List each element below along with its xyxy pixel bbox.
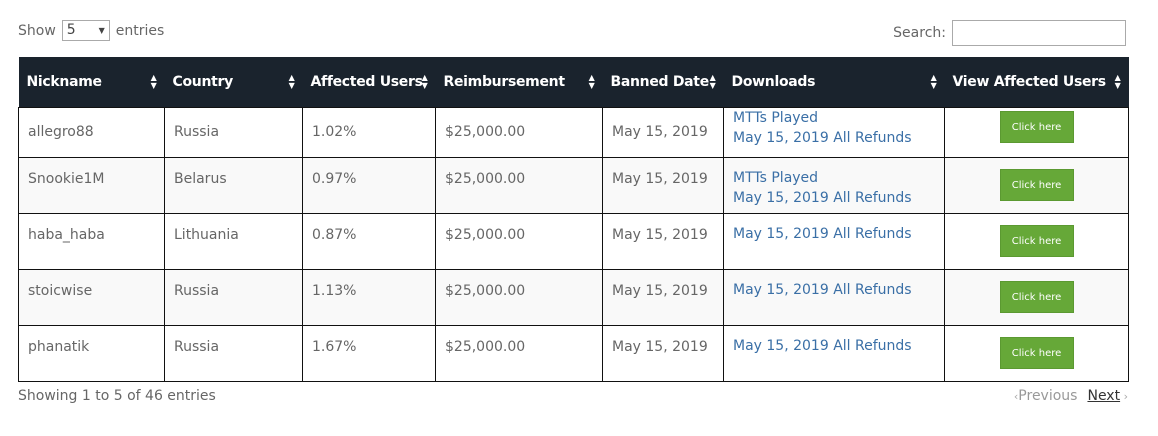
column-header-banned-date[interactable]: Banned Date ▲ ▼ bbox=[603, 57, 724, 108]
cell-banned-date: May 15, 2019 bbox=[603, 108, 724, 158]
length-value: 5 bbox=[66, 22, 76, 38]
sort-icon: ▲ ▼ bbox=[588, 73, 595, 90]
cell-view-affected-users bbox=[945, 270, 1129, 326]
chevron-left-icon: ‹ bbox=[1013, 390, 1019, 403]
column-header-reimbursement[interactable]: Reimbursement ▲ ▼ bbox=[436, 57, 603, 108]
cell-downloads bbox=[724, 326, 945, 382]
show-label: Show bbox=[18, 22, 56, 39]
sort-icon: ▲ ▼ bbox=[709, 73, 716, 90]
cell-banned-date: May 15, 2019 bbox=[603, 326, 724, 382]
search-label: Search: bbox=[893, 25, 946, 41]
download-link-mtts-played[interactable]: MTTs Played bbox=[733, 110, 819, 126]
cell-nickname: Snookie1M bbox=[19, 158, 165, 214]
entries-label: entries bbox=[115, 22, 165, 39]
download-link-refunds[interactable]: May 15, 2019 All Refunds bbox=[733, 338, 912, 354]
column-header-nickname[interactable]: Nickname ▲ ▼ bbox=[19, 57, 165, 108]
search-input[interactable] bbox=[952, 20, 1126, 46]
length-control bbox=[18, 20, 164, 41]
data-table bbox=[18, 57, 1129, 382]
cell-reimbursement: $25,000.00 bbox=[436, 108, 603, 158]
cell-affected-users: 1.67% bbox=[303, 326, 436, 382]
cell-affected-users: 1.02% bbox=[303, 108, 436, 158]
cell-country: Belarus bbox=[165, 158, 303, 214]
sort-icon: ▲ ▼ bbox=[421, 73, 428, 90]
sort-icon: ▲ ▼ bbox=[150, 73, 157, 90]
table-row bbox=[19, 326, 1129, 382]
click-here-button[interactable]: Click here bbox=[1000, 337, 1074, 369]
entries-length-select[interactable] bbox=[62, 20, 110, 41]
cell-view-affected-users bbox=[945, 108, 1129, 158]
cell-banned-date: May 15, 2019 bbox=[603, 270, 724, 326]
cell-nickname: allegro88 bbox=[19, 108, 165, 158]
column-header-view-affected-users[interactable]: View Affected Users ▲ ▼ bbox=[945, 57, 1129, 108]
table-row bbox=[19, 158, 1129, 214]
cell-nickname: stoicwise bbox=[19, 270, 165, 326]
cell-reimbursement: $25,000.00 bbox=[436, 214, 603, 270]
click-here-button[interactable]: Click here bbox=[1000, 111, 1074, 143]
cell-reimbursement: $25,000.00 bbox=[436, 326, 603, 382]
cell-view-affected-users bbox=[945, 214, 1129, 270]
search-control bbox=[893, 20, 1126, 46]
cell-country: Russia bbox=[165, 270, 303, 326]
table-row bbox=[19, 270, 1129, 326]
cell-country: Russia bbox=[165, 326, 303, 382]
header-row bbox=[19, 57, 1129, 108]
column-header-affected-users[interactable]: Affected Users ▲ ▼ bbox=[303, 57, 436, 108]
previous-button[interactable]: ‹Previous bbox=[1013, 388, 1078, 404]
cell-downloads bbox=[724, 214, 945, 270]
cell-downloads bbox=[724, 270, 945, 326]
pagination bbox=[1014, 388, 1128, 404]
table-row bbox=[19, 108, 1129, 158]
cell-downloads bbox=[724, 158, 945, 214]
cell-banned-date: May 15, 2019 bbox=[603, 158, 724, 214]
cell-banned-date: May 15, 2019 bbox=[603, 214, 724, 270]
download-link-refunds[interactable]: May 15, 2019 All Refunds bbox=[733, 130, 912, 146]
download-link-refunds[interactable]: May 15, 2019 All Refunds bbox=[733, 226, 912, 242]
chevron-right-icon: › bbox=[1120, 390, 1128, 403]
download-link-mtts-played[interactable]: MTTs Played bbox=[733, 170, 819, 186]
download-link-refunds[interactable]: May 15, 2019 All Refunds bbox=[733, 282, 912, 298]
cell-view-affected-users bbox=[945, 326, 1129, 382]
cell-view-affected-users bbox=[945, 158, 1129, 214]
cell-nickname: haba_haba bbox=[19, 214, 165, 270]
click-here-button[interactable]: Click here bbox=[1000, 225, 1074, 257]
cell-affected-users: 0.87% bbox=[303, 214, 436, 270]
download-link-refunds[interactable]: May 15, 2019 All Refunds bbox=[733, 190, 912, 206]
next-button[interactable]: Next › bbox=[1087, 388, 1128, 404]
table-info: Showing 1 to 5 of 46 entries bbox=[18, 388, 216, 404]
cell-country: Lithuania bbox=[165, 214, 303, 270]
cell-country: Russia bbox=[165, 108, 303, 158]
cell-affected-users: 1.13% bbox=[303, 270, 436, 326]
cell-reimbursement: $25,000.00 bbox=[436, 270, 603, 326]
sort-icon: ▲ ▼ bbox=[288, 73, 295, 90]
click-here-button[interactable]: Click here bbox=[1000, 281, 1074, 313]
cell-affected-users: 0.97% bbox=[303, 158, 436, 214]
column-header-downloads[interactable]: Downloads ▲ ▼ bbox=[724, 57, 945, 108]
click-here-button[interactable]: Click here bbox=[1000, 169, 1074, 201]
column-header-country[interactable]: Country ▲ ▼ bbox=[165, 57, 303, 108]
cell-downloads bbox=[724, 108, 945, 158]
cell-reimbursement: $25,000.00 bbox=[436, 158, 603, 214]
chevron-down-icon: ▼ bbox=[98, 26, 105, 35]
sort-icon: ▲ ▼ bbox=[1114, 73, 1121, 90]
table-row bbox=[19, 214, 1129, 270]
sort-icon: ▲ ▼ bbox=[930, 73, 937, 90]
cell-nickname: phanatik bbox=[19, 326, 165, 382]
